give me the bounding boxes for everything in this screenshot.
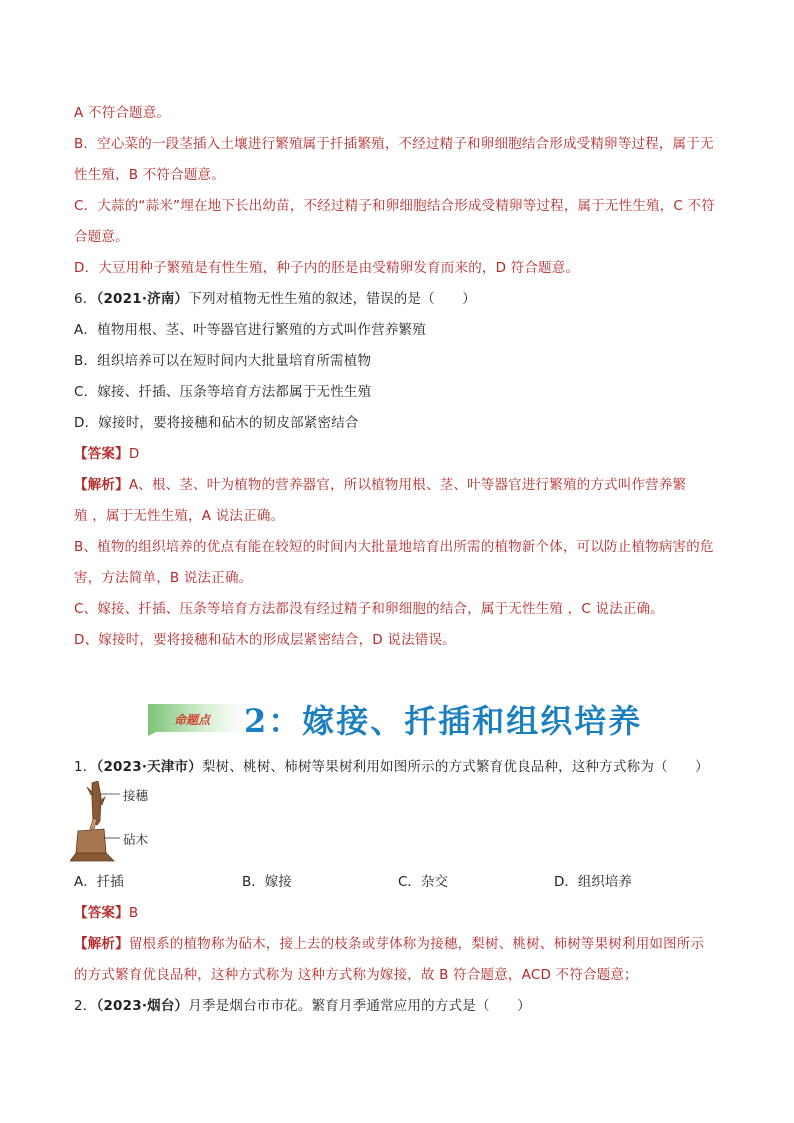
answer-value: B <box>128 905 139 921</box>
question-text: 月季是烟台市市花。繁育月季通常应用的方式是（ ） <box>188 998 531 1014</box>
prev-explanation-b-line1: B．空心菜的一段茎插入土壤进行繁殖属于扦插繁殖，不经过精子和卵细胞结合形成受精卵等过程，属于无 <box>74 136 714 152</box>
q1-option-b: B．嫁接 <box>242 874 292 890</box>
prev-explanation-a: A 不符合题意。 <box>74 105 171 121</box>
question-2-stem <box>74 996 724 1016</box>
question-number: 1． <box>74 759 97 775</box>
q1-analysis-line2: 的方式繁育优良品种，这种方式称为 这种方式称为嫁接，故 B 符合题意，ACD 不符合题意； <box>74 967 638 983</box>
q6-option-d: D．嫁接时，要将接穗和砧木的韧皮部紧密结合 <box>74 415 359 431</box>
question-1-stem <box>74 757 724 777</box>
q1-analysis-line1 <box>74 934 724 954</box>
analysis-text: 留根系的植物称为砧木，接上去的枝条或芽体称为接穗，梨树、桃树、柿树等果树利用如图所示 <box>128 936 705 952</box>
analysis-tag: 【解析】 <box>74 477 129 493</box>
question-number: 6． <box>74 291 97 307</box>
q1-option-d: D．组织培养 <box>554 874 632 890</box>
question-6-stem <box>74 289 724 309</box>
analysis-text: A、根、茎、叶为植物的营养器官，所以植物用根、茎、叶等器官进行繁殖的方式叫作营养繁 <box>128 477 687 493</box>
prev-explanation-b-line2: 性生殖，B 不符合题意。 <box>74 167 225 183</box>
question-text: 下列对植物无性生殖的叙述，错误的是（ ） <box>188 291 476 307</box>
q6-analysis-line5: C、嫁接、扦插、压条等培育方法都没有经过精子和卵细胞的结合，属于无性生殖 ，C 说法正确。 <box>74 601 664 617</box>
q6-option-c: C．嫁接、扦插、压条等培育方法都属于无性生殖 <box>74 384 372 400</box>
answer-tag: 【答案】 <box>74 905 129 921</box>
question-text: 梨树、桃树、柿树等果树利用如图所示的方式繁育优良品种，这种方式称为（ ） <box>201 759 709 775</box>
prev-explanation-c-line2: 合题意。 <box>74 229 129 245</box>
q6-analysis-line3: B、植物的组织培养的优点有能在较短的时间内大批量地培育出所需的植物新个体，可以防止植物病害的危 <box>74 539 714 555</box>
scion-label: 接穗 <box>123 788 149 803</box>
q6-option-a: A．植物用根、茎、叶等器官进行繁殖的方式叫作营养繁殖 <box>74 322 426 338</box>
analysis-tag: 【解析】 <box>74 936 129 952</box>
q6-analysis-line2: 殖 ，属于无性生殖，A 说法正确。 <box>74 508 285 524</box>
question-source: （2023·天津市） <box>96 759 202 775</box>
rootstock-shape <box>76 829 106 853</box>
q6-analysis-line4: 害，方法简单，B 说法正确。 <box>74 570 253 586</box>
answer-value: D <box>128 446 140 462</box>
question-source: （2023·烟台） <box>96 998 189 1014</box>
q6-option-b: B．组织培养可以在短时间内大批量培育所需植物 <box>74 353 372 369</box>
q1-option-a: A．扦插 <box>74 874 124 890</box>
q1-answer <box>74 903 724 923</box>
q6-analysis-line6: D、嫁接时，要将接穗和砧木的形成层紧密结合，D 说法错误。 <box>74 632 456 648</box>
section-badge: 命题点 <box>174 713 211 727</box>
question-number: 2． <box>74 998 97 1014</box>
prev-explanation-d: D．大豆用种子繁殖是有性生殖，种子内的胚是由受精卵发育而来的，D 符合题意。 <box>74 260 580 276</box>
prev-explanation-c-line1: C．大蒜的“蒜米”埋在地下长出幼苗，不经过精子和卵细胞结合形成受精卵等过程，属于无性生殖，C 不符 <box>74 198 715 214</box>
answer-tag: 【答案】 <box>74 446 129 462</box>
question-source: （2021·济南） <box>96 291 189 307</box>
q6-analysis-line1 <box>74 475 724 495</box>
q1-option-c: C．杂交 <box>398 874 448 890</box>
q6-answer <box>74 444 724 464</box>
rootstock-label: 砧木 <box>123 832 149 847</box>
scion-shape <box>92 781 101 825</box>
section-title: 2：嫁接、扦插和组织培养 <box>244 702 643 740</box>
root-base <box>70 853 114 861</box>
